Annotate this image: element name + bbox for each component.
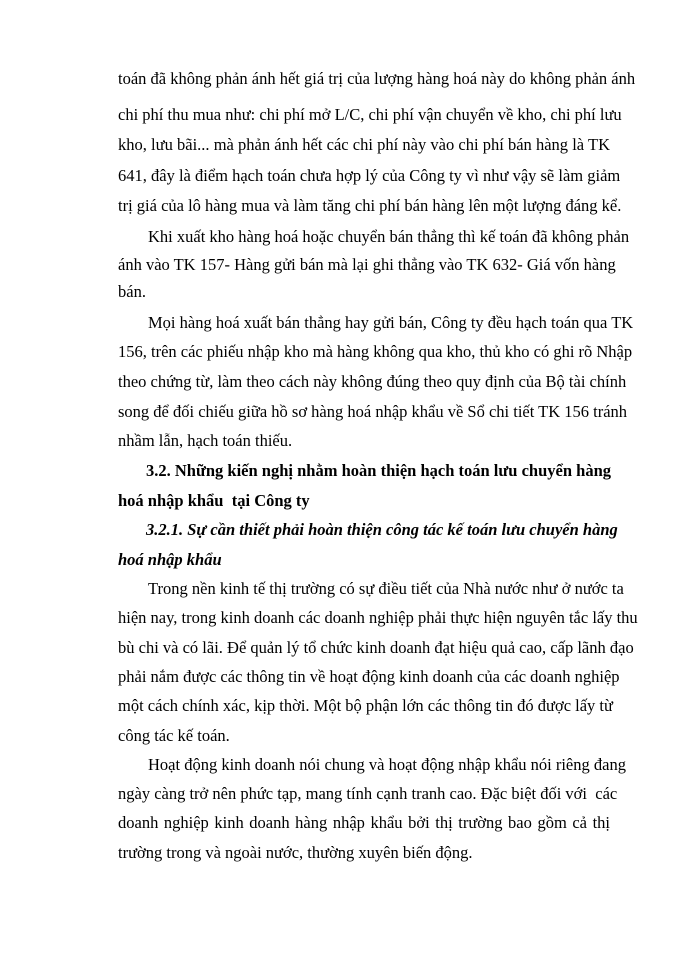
- paragraph-line: song để đối chiếu giữa hồ sơ hàng hoá nhập khẩu về Sổ chi tiết TK 156 tránh: [118, 402, 628, 421]
- paragraph-line: Hoạt động kinh doanh nói chung và hoạt động nhập khẩu nói riêng đang: [148, 755, 626, 774]
- paragraph-line: Mọi hàng hoá xuất bán thẳng hay gửi bán, Công ty đều hạch toán qua TK: [148, 313, 634, 332]
- paragraph-line: hiện nay, trong kinh doanh các doanh nghiệp phải thực hiện nguyên tắc lấy thu: [118, 608, 638, 627]
- paragraph-line: Khi xuất kho hàng hoá hoặc chuyển bán thẳng thì kế toán đã không phản: [148, 227, 630, 246]
- paragraph-line: trường trong và ngoài nước, thường xuyên biến động.: [118, 843, 473, 862]
- section-heading: 3.2. Những kiến nghị nhằm hoàn thiện hạch toán lưu chuyển hàng: [146, 461, 611, 480]
- paragraph-line: 641, đây là điểm hạch toán chưa hợp lý của Công ty vì như vậy sẽ làm giảm: [118, 166, 621, 185]
- paragraph-line: kho, lưu bãi... mà phản ánh hết các chi phí này vào chi phí bán hàng là TK: [118, 135, 610, 154]
- paragraph-line: công tác kế toán.: [118, 726, 230, 745]
- paragraph-line: bán.: [118, 282, 146, 301]
- paragraph-line: theo chứng từ, làm theo cách này không đúng theo quy định của Bộ tài chính: [118, 372, 627, 391]
- paragraph-line: nhầm lẫn, hạch toán thiếu.: [118, 431, 293, 450]
- paragraph-line: ánh vào TK 157- Hàng gửi bán mà lại ghi thẳng vào TK 632- Giá vốn hàng: [118, 255, 616, 274]
- paragraph-line: 156, trên các phiếu nhập kho mà hàng không qua kho, thủ kho có ghi rõ Nhập: [118, 342, 633, 361]
- paragraph-line: phải nắm được các thông tin về hoạt động kinh doanh của các doanh nghiệp: [118, 667, 620, 686]
- subsection-heading: hoá nhập khẩu: [118, 550, 222, 569]
- paragraph-line: chi phí thu mua như: chi phí mở L/C, chi phí vận chuyển về kho, chi phí lưu: [118, 105, 622, 124]
- paragraph-line: doanh nghiệp kinh doanh hàng nhập khẩu bởi thị trường bao gồm cả thị: [118, 813, 610, 832]
- paragraph-line: một cách chính xác, kịp thời. Một bộ phận lớn các thông tin đó được lấy từ: [118, 696, 613, 715]
- section-heading: hoá nhập khẩu tại Công ty: [118, 491, 310, 510]
- paragraph-line: toán đã không phản ánh hết giá trị của lượng hàng hoá này do không phản ánh: [118, 69, 636, 88]
- paragraph-line: bù chi và có lãi. Để quản lý tổ chức kinh doanh đạt hiệu quả cao, cấp lãnh đạo: [118, 638, 634, 657]
- paragraph-line: trị giá của lô hàng mua và làm tăng chi phí bán hàng lên một lượng đáng kể.: [118, 196, 622, 215]
- paragraph-line: Trong nền kinh tế thị trường có sự điều tiết của Nhà nước như ở nước ta: [148, 579, 624, 598]
- paragraph-line: ngày càng trở nên phức tạp, mang tính cạnh tranh cao. Đặc biệt đối với các: [118, 784, 618, 803]
- subsection-heading: 3.2.1. Sự cần thiết phải hoàn thiện công tác kế toán lưu chuyển hàng: [146, 520, 618, 539]
